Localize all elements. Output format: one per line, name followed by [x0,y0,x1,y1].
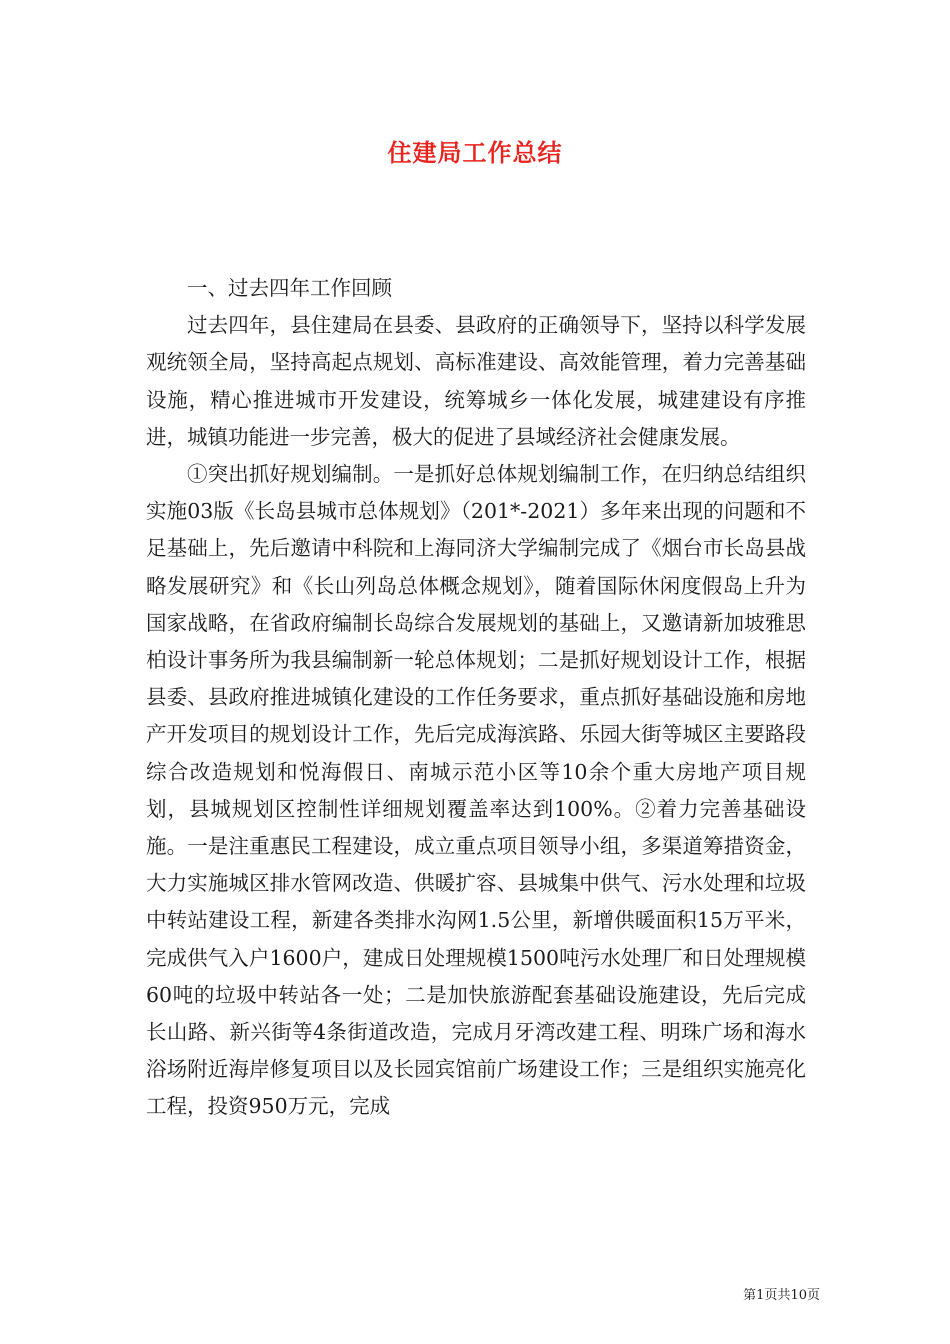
document-body [146,270,806,1126]
paragraph-intro: 过去四年，县住建局在县委、县政府的正确领导下，坚持以科学发展观统领全局，坚持高起点规划、高标准建设、高效能管理，着力完善基础设施，精心推进城市开发建设，统筹城乡一体化发展，城建建设有序推进，城镇功能进一步完善，极大的促进了县域经济社会健康发展。 [146,313,806,449]
section-heading: 一、过去四年工作回顾 [187,276,392,300]
page-number-footer: 第1页共10页 [743,1288,820,1303]
document-title: 住建局工作总结 [387,138,563,167]
paragraph-planning: ①突出抓好规划编制。一是抓好总体规划编制工作，在归纳总结组织实施03版《长岛县城市总体规划》（201*-2021）多年来出现的问题和不足基础上，先后邀请中科院和上海同济大学编制完成了《烟台市长岛县战略发展研究》和《长山列岛总体概念规划》，随着国际休闲度假岛上升为国家战略，在省政府编制长岛综合发展规划的基础上，又邀请新加坡雅思柏设计事务所为我县编制新一轮总体规划；二是抓好规划设计工作，根据县委、县政府推进城镇化建设的工作任务要求，重点抓好基础设施和房地产开发项目的规划设计工作，先后完成海滨路、乐园大街等城区主要路段综合改造规划和悦海假日、南城示范小区等10余个重大房地产项目规划，县城规划区控制性详细规划覆盖率达到100%。②着力完善基础设施。一是注重惠民工程建设，成立重点项目领导小组，多渠道筹措资金，大力实施城区排水管网改造、供暖扩容、县城集中供气、污水处理和垃圾中转站建设工程，新建各类排水沟网1.5公里，新增供暖面积15万平米，完成供气入户1600户，建成日处理规模1500吨污水处理厂和日处理规模60吨的垃圾中转站各一处；二是加快旅游配套基础设施建设，先后完成长山路、新兴街等4条街道改造，完成月牙湾改建工程、明珠广场和海水浴场附近海岸修复项目以及长园宾馆前广场建设工作；三是组织实施亮化工程，投资950万元，完成 [146,462,806,1119]
